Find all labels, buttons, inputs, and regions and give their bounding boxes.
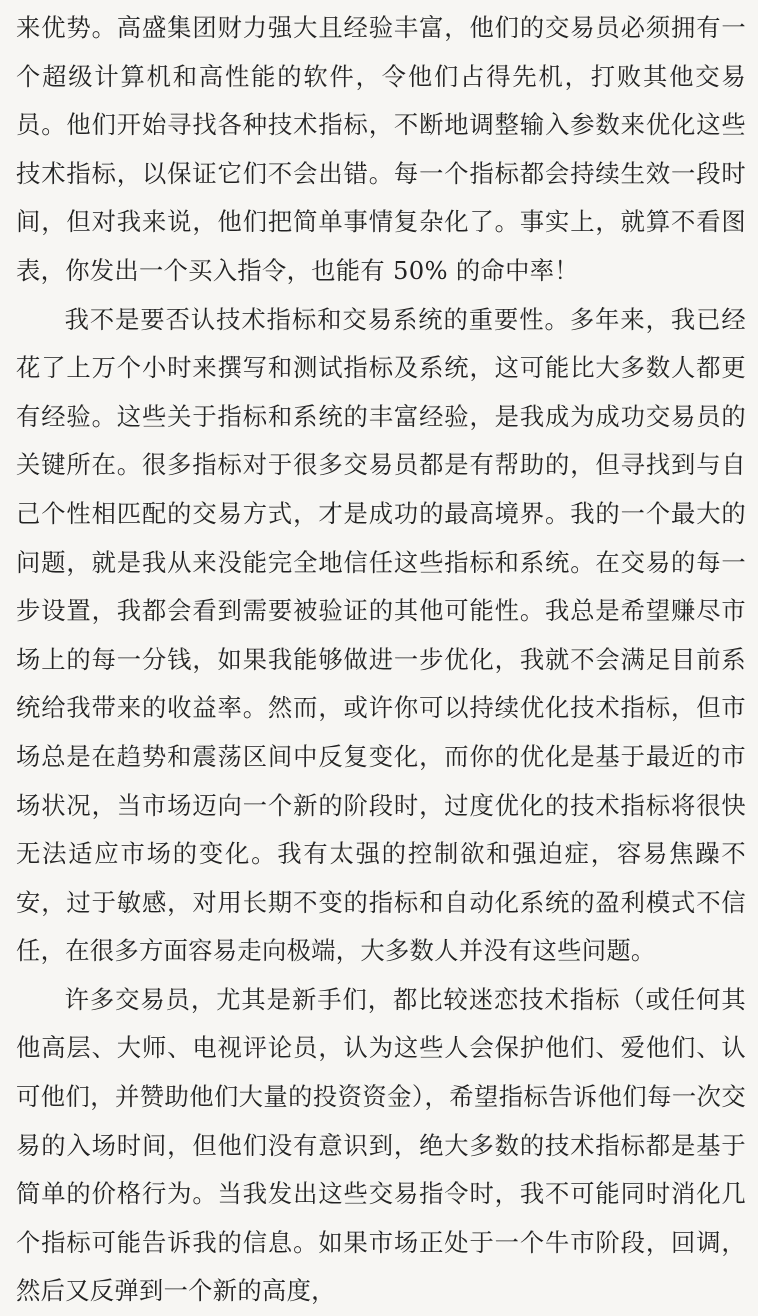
paragraph-indicators-importance: 我不是要否认技术指标和交易系统的重要性。多年来，我已经花了上万个小时来撰写和测试指标及系统，这可能比大多数人都更有经验。这些关于指标和系统的丰富经验，是我成为成功交易员的关键所在。很多指标对于很多交易员都是有帮助的，但寻找到与自己个性相匹配的交易方式，才是成功的最高境界。我的一个最大的问题，就是我从来没能完全地信任这些指标和系统。在交易的每一步设置，我都会看到需要被验证的其他可能性。我总是希望赚尽市场上的每一分钱，如果我能够做进一步优化，我就不会满足目前系统给我带来的收益率。然而，或许你可以持续优化技术指标，但市场总是在趋势和震荡区间中反复变化，而你的优化是基于最近的市场状况，当市场迈向一个新的阶段时，过度优化的技术指标将很快无法适应市场的变化。我有太强的控制欲和强迫症，容易焦躁不安，过于敏感，对用长期不变的指标和自动化系统的盈利模式不信任，在很多方面容易走向极端，大多数人并没有这些问题。 <box>16 304 746 966</box>
paragraph-continued: 来优势。高盛集团财力强大且经验丰富，他们的交易员必须拥有一个超级计算机和高性能的软件，令他们占得先机，打败其他交易员。他们开始寻找各种技术指标，不断地调整输入参数来优化这些技术指标，以保证它们不会出错。每一个指标都会持续生效一段时间，但对我来说，他们把简单事情复杂化了。事实上，就算不看图表，你发出一个买入指令，也能有 50% 的命中率！ <box>16 13 746 285</box>
paragraph-traders-obsession: 许多交易员，尤其是新手们，都比较迷恋技术指标（或任何其他高层、大师、电视评论员，认为这些人会保护他们、爱他们、认可他们，并赞助他们大量的投资资金），希望指标告诉他们每一次交易的入场时间，但他们没有意识到，绝大多数的技术指标都是基于简单的价格行为。当我发出这些交易指令时，我不可能同时消化几个指标可能告诉我的信息。如果市场正处于一个牛市阶段，回调，然后又反弹到一个新的高度， <box>16 984 746 1306</box>
